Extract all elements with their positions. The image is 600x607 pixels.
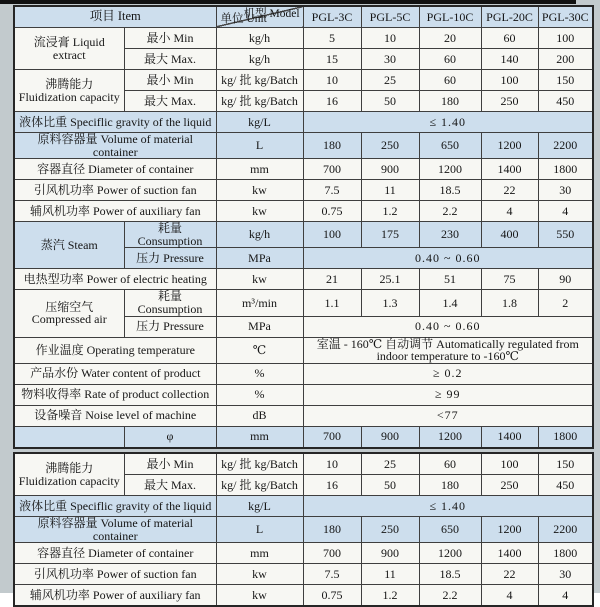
row-label-cell: 原料容器量 Volume of material container (14, 133, 216, 159)
scan-edge-artifact (0, 0, 576, 4)
value-cell: 4 (538, 201, 593, 222)
row-label-cell: 辅风机功率 Power of auxiliary fan (14, 201, 216, 222)
value-cell: 140 (481, 49, 538, 70)
value-cell: 7.5 (303, 180, 361, 201)
table-row (14, 28, 593, 49)
value-cell: 0.75 (303, 201, 361, 222)
unit-cell: MPa (216, 316, 303, 337)
value-cell: 100 (303, 222, 361, 248)
value-cell: 10 (303, 70, 361, 91)
value-cell: 1.8 (481, 290, 538, 316)
unit-cell: % (216, 384, 303, 405)
table-row (14, 517, 593, 543)
value-cell: 700 (303, 159, 361, 180)
unit-cell: kg/h (216, 222, 303, 248)
table-row (14, 426, 593, 448)
value-cell: 1800 (538, 543, 593, 564)
value-cell: 22 (481, 180, 538, 201)
sub-label-cell: 最小 Min (124, 28, 216, 49)
value-cell: 180 (419, 91, 481, 112)
spec-table-upper-body (14, 28, 593, 448)
sub-label-cell: 最大 Max. (124, 91, 216, 112)
value-cell: 10 (303, 453, 361, 475)
sub-label-cell: 压力 Pressure (124, 316, 216, 337)
unit-cell: m³/min (216, 290, 303, 316)
value-cell: 25 (361, 453, 419, 475)
row-label-cell: 容器直径 Diameter of container (14, 543, 216, 564)
row-label-cell: 引风机功率 Power of suction fan (14, 180, 216, 201)
row-label-cell: 设备噪音 Noise level of machine (14, 405, 216, 426)
value-cell: 1200 (419, 543, 481, 564)
table-row (14, 453, 593, 475)
item-header-cell: 项目 Item (14, 6, 216, 28)
value-cell: 0.75 (303, 585, 361, 607)
sub-label-cell: 耗量 Consumption (124, 222, 216, 248)
empty-cell (14, 426, 124, 448)
model-column-header: PGL-5C (361, 6, 419, 28)
value-cell: 2200 (538, 517, 593, 543)
unit-cell: mm (216, 426, 303, 448)
value-cell: 1.2 (361, 201, 419, 222)
value-cell: 180 (303, 133, 361, 159)
value-cell: 150 (538, 453, 593, 475)
unit-cell: mm (216, 159, 303, 180)
value-cell: 4 (481, 585, 538, 607)
row-label-cell: 辅风机功率 Power of auxiliary fan (14, 585, 216, 607)
table-row (14, 180, 593, 201)
value-cell: 51 (419, 269, 481, 290)
unit-cell: ℃ (216, 337, 303, 363)
unit-cell: kg/L (216, 496, 303, 517)
sub-label-cell: 最大 Max. (124, 49, 216, 70)
value-cell: 900 (361, 159, 419, 180)
value-cell: 25 (361, 70, 419, 91)
value-cell: 60 (419, 49, 481, 70)
row-label-cell: 压缩空气 Compressed air (14, 290, 124, 337)
model-column-header: PGL-10C (419, 6, 481, 28)
value-cell: 1.3 (361, 290, 419, 316)
value-cell: 2.2 (419, 585, 481, 607)
model-column-header: PGL-3C (303, 6, 361, 28)
value-cell: 1.1 (303, 290, 361, 316)
merged-value-cell: ≥ 99 (303, 384, 593, 405)
value-cell: 2 (538, 290, 593, 316)
unit-cell: kw (216, 269, 303, 290)
table-row (14, 384, 593, 405)
table-row (14, 585, 593, 607)
table-row (14, 133, 593, 159)
value-cell: 18.5 (419, 180, 481, 201)
value-cell: 1800 (538, 426, 593, 448)
value-cell: 4 (538, 585, 593, 607)
header-row (14, 6, 593, 28)
value-cell: 75 (481, 269, 538, 290)
merged-value-cell: 室温 - 160℃ 自动调节 Automatically regulated from indoor temperature to -160℃ (303, 337, 593, 363)
table-row (14, 543, 593, 564)
row-label-cell: 液体比重 Speciflic gravity of the liquid (14, 496, 216, 517)
value-cell: 250 (481, 91, 538, 112)
unit-cell: MPa (216, 248, 303, 269)
unit-label: 单位 Unit (220, 12, 267, 25)
unit-cell: kw (216, 564, 303, 585)
sub-label-cell: 最小 Min (124, 70, 216, 91)
value-cell: 60 (419, 453, 481, 475)
value-cell: 5 (303, 28, 361, 49)
table-row (14, 112, 593, 133)
table-row (14, 564, 593, 585)
value-cell: 650 (419, 133, 481, 159)
value-cell: 100 (538, 28, 593, 49)
value-cell: 450 (538, 475, 593, 496)
sub-label-cell: 最大 Max. (124, 475, 216, 496)
unit-cell: kw (216, 585, 303, 607)
sub-label-cell: φ (124, 426, 216, 448)
row-label-cell: 引风机功率 Power of suction fan (14, 564, 216, 585)
row-label-cell: 容器直径 Diameter of container (14, 159, 216, 180)
model-column-header: PGL-20C (481, 6, 538, 28)
value-cell: 200 (538, 49, 593, 70)
value-cell: 1400 (481, 426, 538, 448)
value-cell: 180 (303, 517, 361, 543)
value-cell: 1400 (481, 543, 538, 564)
spec-table-lower (13, 452, 594, 607)
value-cell: 20 (419, 28, 481, 49)
unit-cell: dB (216, 405, 303, 426)
merged-value-cell: 0.40 ~ 0.60 (303, 316, 593, 337)
value-cell: 10 (361, 28, 419, 49)
unit-cell: kg/ 批 kg/Batch (216, 70, 303, 91)
value-cell: 15 (303, 49, 361, 70)
value-cell: 1800 (538, 159, 593, 180)
value-cell: 25.1 (361, 269, 419, 290)
value-cell: 2200 (538, 133, 593, 159)
spec-table-lower-body (14, 453, 593, 606)
table-row (14, 405, 593, 426)
value-cell: 50 (361, 475, 419, 496)
value-cell: 30 (538, 564, 593, 585)
row-label-cell: 产品水份 Water content of product (14, 363, 216, 384)
value-cell: 1200 (419, 159, 481, 180)
table-row (14, 363, 593, 384)
table-row (14, 269, 593, 290)
row-label-cell: 液体比重 Speciflic gravity of the liquid (14, 112, 216, 133)
row-label-cell: 原料容器量 Volume of material container (14, 517, 216, 543)
value-cell: 650 (419, 517, 481, 543)
value-cell: 18.5 (419, 564, 481, 585)
sub-label-cell: 最小 Min (124, 453, 216, 475)
value-cell: 90 (538, 269, 593, 290)
merged-value-cell: ≤ 1.40 (303, 496, 593, 517)
table-row (14, 222, 593, 248)
unit-cell: kg/L (216, 112, 303, 133)
value-cell: 250 (361, 517, 419, 543)
row-label-cell: 电热型功率 Power of electric heating (14, 269, 216, 290)
value-cell: 1200 (481, 133, 538, 159)
table-row (14, 496, 593, 517)
unit-cell: L (216, 517, 303, 543)
row-label-cell: 沸腾能力 Fluidization capacity (14, 70, 124, 112)
table-row (14, 337, 593, 363)
value-cell: 1.2 (361, 585, 419, 607)
row-label-cell: 作业温度 Operating temperature (14, 337, 216, 363)
value-cell: 700 (303, 543, 361, 564)
value-cell: 50 (361, 91, 419, 112)
model-label: 机型 Model (243, 8, 300, 20)
value-cell: 16 (303, 475, 361, 496)
value-cell: 250 (361, 133, 419, 159)
value-cell: 30 (361, 49, 419, 70)
value-cell: 22 (481, 564, 538, 585)
unit-cell: mm (216, 543, 303, 564)
value-cell: 100 (481, 453, 538, 475)
value-cell: 180 (419, 475, 481, 496)
unit-cell: kg/ 批 kg/Batch (216, 91, 303, 112)
unit-cell: % (216, 363, 303, 384)
value-cell: 1200 (419, 426, 481, 448)
sub-label-cell: 压力 Pressure (124, 248, 216, 269)
table-row (14, 70, 593, 91)
unit-cell: kg/h (216, 49, 303, 70)
unit-cell: kg/ 批 kg/Batch (216, 475, 303, 496)
table-row (14, 159, 593, 180)
value-cell: 60 (419, 70, 481, 91)
value-cell: 900 (361, 426, 419, 448)
value-cell: 60 (481, 28, 538, 49)
value-cell: 1200 (481, 517, 538, 543)
value-cell: 250 (481, 475, 538, 496)
value-cell: 900 (361, 543, 419, 564)
value-cell: 400 (481, 222, 538, 248)
value-cell: 16 (303, 91, 361, 112)
merged-value-cell: ≥ 0.2 (303, 363, 593, 384)
value-cell: 11 (361, 180, 419, 201)
value-cell: 4 (481, 201, 538, 222)
value-cell: 30 (538, 180, 593, 201)
value-cell: 450 (538, 91, 593, 112)
row-label-cell: 蒸汽 Steam (14, 222, 124, 269)
table-row (14, 201, 593, 222)
unit-cell: L (216, 133, 303, 159)
value-cell: 7.5 (303, 564, 361, 585)
value-cell: 100 (481, 70, 538, 91)
merged-value-cell: ≤ 1.40 (303, 112, 593, 133)
value-cell: 700 (303, 426, 361, 448)
sub-label-cell: 耗量 Consumption (124, 290, 216, 316)
model-column-header: PGL-30C (538, 6, 593, 28)
value-cell: 175 (361, 222, 419, 248)
row-label-cell: 流浸膏 Liquid extract (14, 28, 124, 70)
row-label-cell: 沸腾能力 Fluidization capacity (14, 453, 124, 496)
unit-cell: kw (216, 201, 303, 222)
unit-cell: kw (216, 180, 303, 201)
merged-value-cell: 0.40 ~ 0.60 (303, 248, 593, 269)
row-label-cell: 物料收得率 Rate of product collection (14, 384, 216, 405)
unit-cell: kg/h (216, 28, 303, 49)
value-cell: 150 (538, 70, 593, 91)
unit-cell: kg/ 批 kg/Batch (216, 453, 303, 475)
value-cell: 2.2 (419, 201, 481, 222)
value-cell: 550 (538, 222, 593, 248)
value-cell: 21 (303, 269, 361, 290)
table-row (14, 290, 593, 316)
value-cell: 1.4 (419, 290, 481, 316)
value-cell: 230 (419, 222, 481, 248)
value-cell: 11 (361, 564, 419, 585)
merged-value-cell: <77 (303, 405, 593, 426)
model-unit-diagonal-cell (216, 6, 303, 28)
value-cell: 1400 (481, 159, 538, 180)
spec-table-upper (13, 5, 594, 449)
